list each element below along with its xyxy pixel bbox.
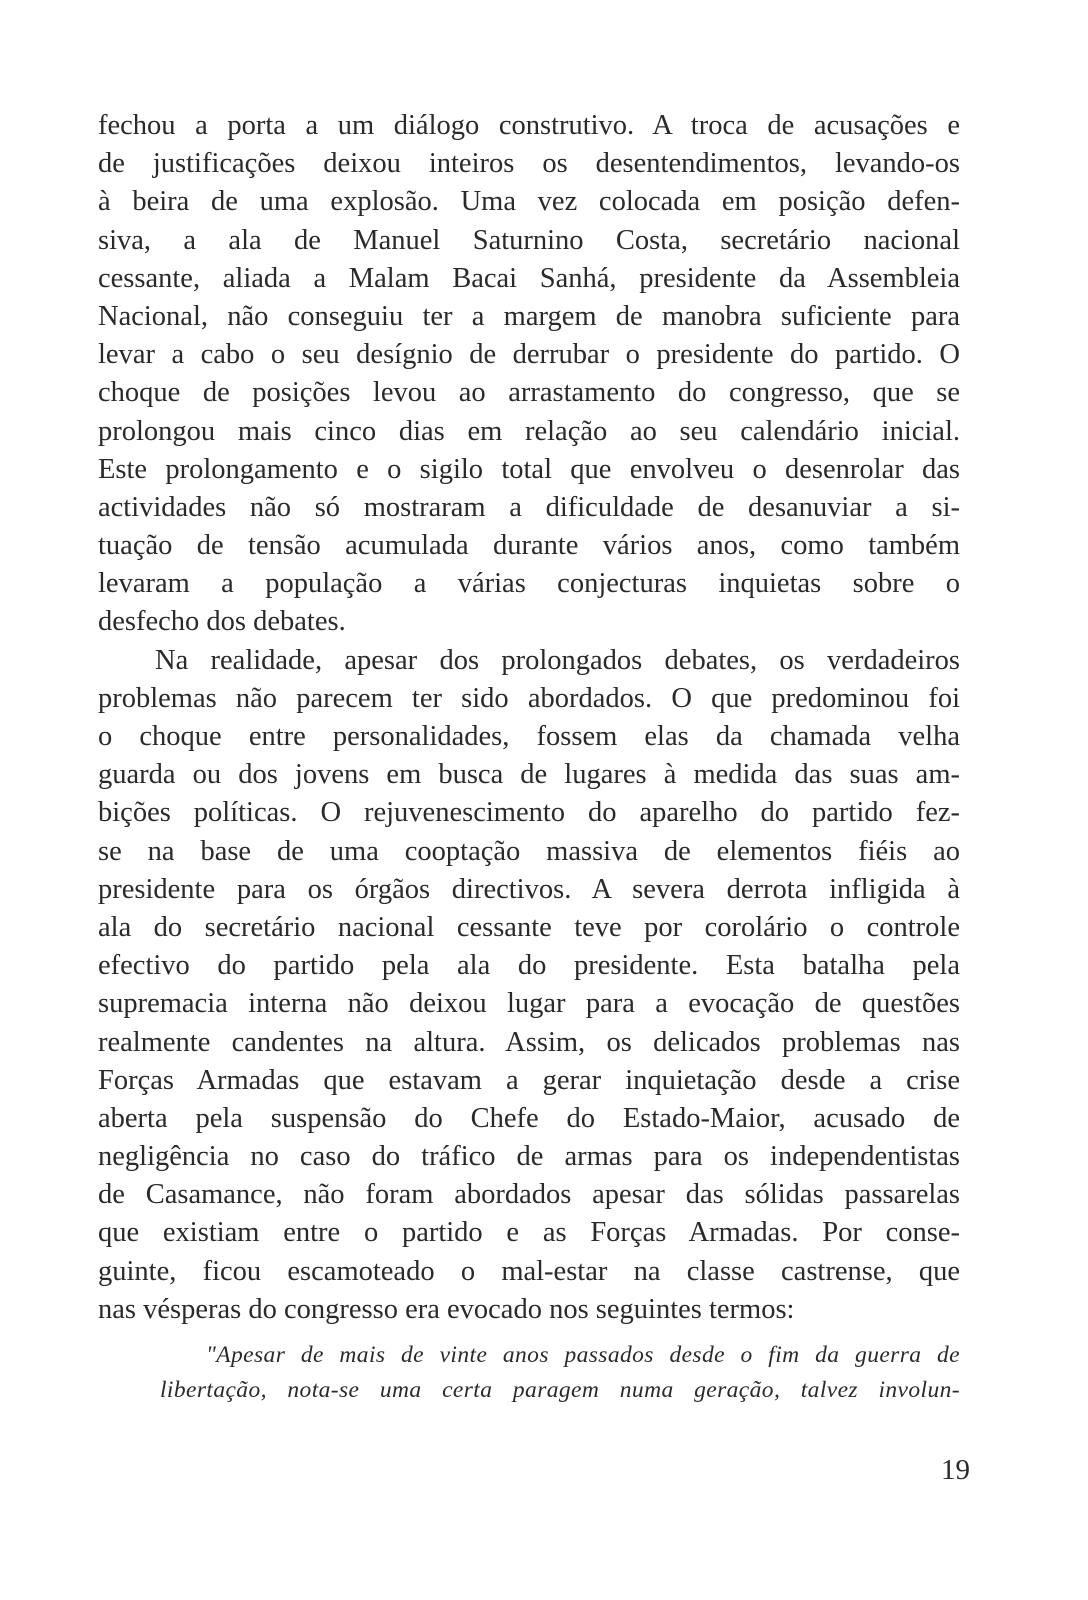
text-line: tuação de tensão acumulada durante vários anos, como também [98,530,960,562]
text-line: desfecho dos debates. [98,606,346,638]
text-line: guarda ou dos jovens em busca de lugares à medida das suas am- [98,759,960,791]
text-line: de Casamance, não foram abordados apesar das sólidas passarelas [98,1179,960,1211]
text-line: presidente para os órgãos directivos. A severa derrota infligida à [98,873,960,905]
text-line: o choque entre personalidades, fossem elas da chamada velha [98,721,960,752]
text-line: fechou a porta a um diálogo construtivo. A troca de acusações e [98,110,960,141]
text-line: aberta pela suspensão do Chefe do Estado-Maior, acusado de [98,1102,960,1134]
text-line: Forças Armadas que estavam a gerar inquietação desde a crise [98,1064,960,1096]
block-quote [160,1338,960,1408]
text-line: Este prolongamento e o sigilo total que envolveu o desenrolar das [98,453,960,485]
body-text [98,107,960,1329]
quote-line: "Apesar de mais de vinte anos passados desde o fim da guerra de [206,1342,960,1368]
text-line: Nacional, não conseguiu ter a margem de manobra suficiente para [98,300,960,332]
text-line: realmente candentes na altura. Assim, os delicados problemas nas [98,1026,960,1058]
text-line: siva, a ala de Manuel Saturnino Costa, secretário nacional [98,224,960,256]
text-line: cessante, aliada a Malam Bacai Sanhá, presidente da Assembleia [98,262,960,294]
text-line: nas vésperas do congresso era evocado nos seguintes termos: [98,1293,795,1325]
text-line: levar a cabo o seu desígnio de derrubar o presidente do partido. O [98,339,960,371]
text-line: actividades não só mostraram a dificuldade de desanuviar a si- [98,491,960,523]
text-line: à beira de uma explosão. Uma vez colocada em posição defen- [98,186,960,218]
text-line: problemas não parecem ter sido abordados. O que predominou foi [98,682,960,714]
text-line: que existiam entre o partido e as Forças Armadas. Por conse- [98,1217,960,1249]
text-line: guinte, ficou escamoteado o mal-estar na classe castrense, que [98,1255,960,1287]
text-line: prolongou mais cinco dias em relação ao seu calendário inicial. [98,415,960,447]
text-line: choque de posições levou ao arrastamento do congresso, que se [98,377,960,409]
text-line: levaram a população a várias conjecturas inquietas sobre o [98,568,960,600]
paragraph-start-line: Na realidade, apesar dos prolongados debates, os verdadeiros [155,644,960,676]
quote-line: libertação, nota-se uma certa paragem numa geração, talvez involun- [160,1377,960,1403]
text-line: bições políticas. O rejuvenescimento do aparelho do partido fez- [98,797,960,829]
text-line: efectivo do partido pela ala do presidente. Esta batalha pela [98,950,960,982]
page-number: 19 [941,1454,970,1486]
text-line: negligência no caso do tráfico de armas para os independentistas [98,1141,960,1173]
text-line: ala do secretário nacional cessante teve por corolário o controle [98,911,960,943]
text-line: se na base de uma cooptação massiva de elementos fiéis ao [98,835,960,867]
text-line: supremacia interna não deixou lugar para a evocação de questões [98,988,960,1020]
text-line: de justificações deixou inteiros os desentendimentos, levando-os [98,148,960,180]
